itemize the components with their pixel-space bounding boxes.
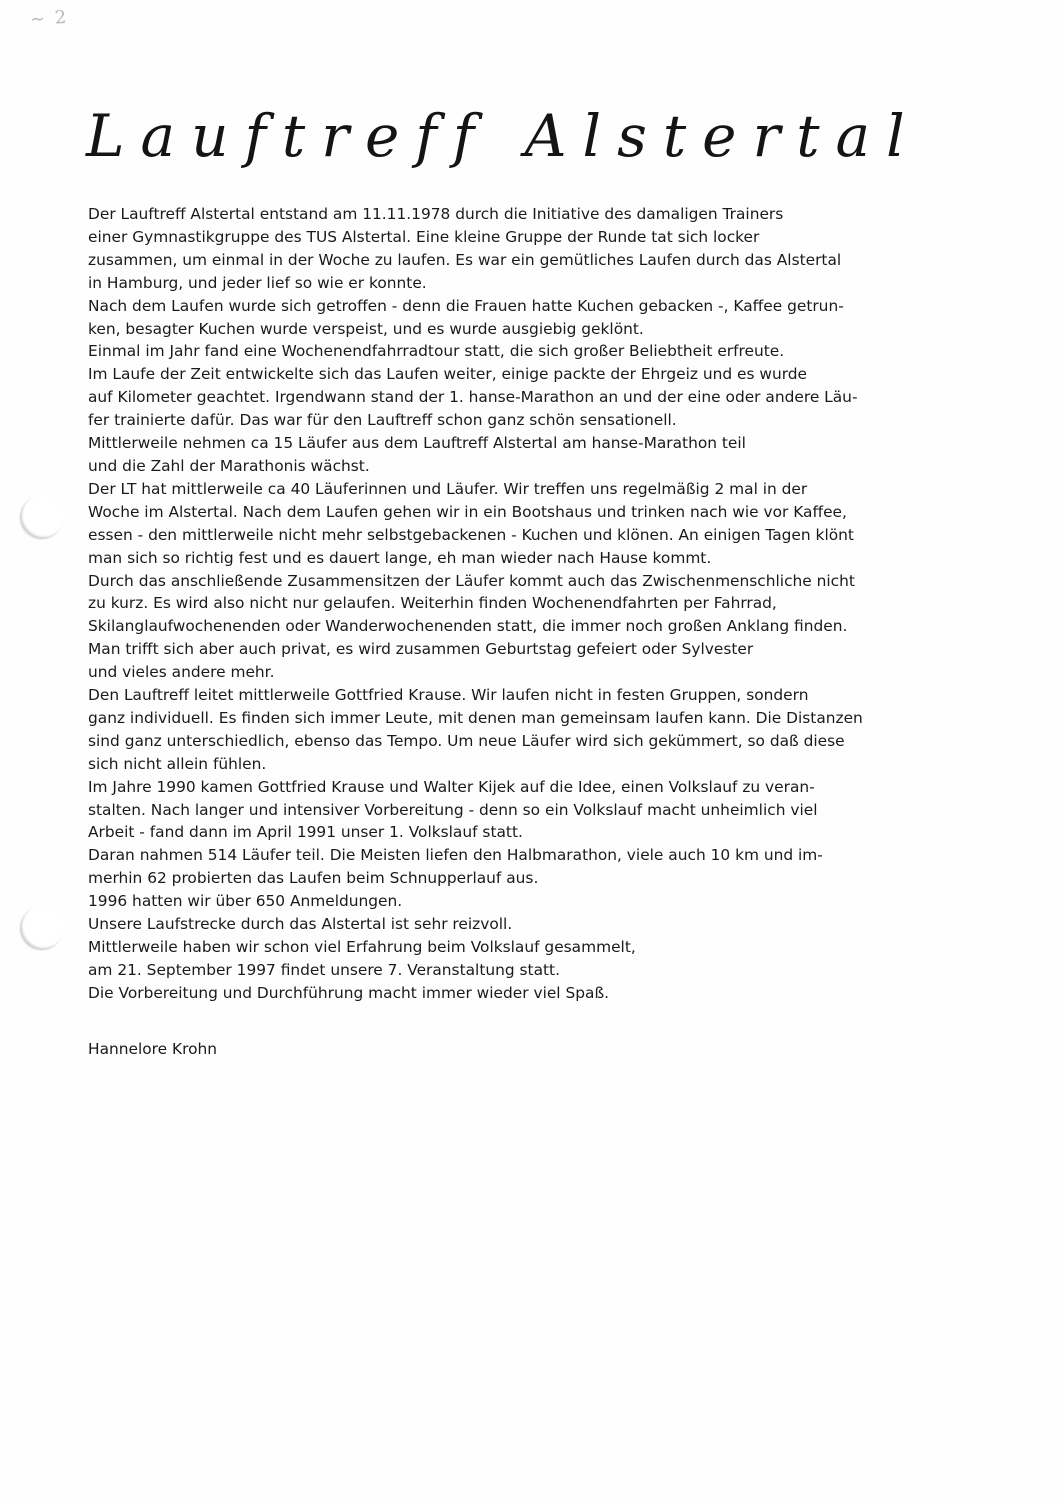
body-line: ken, besagter Kuchen wurde verspeist, und es wurde ausgiebig geklönt. — [88, 319, 644, 338]
body-line: auf Kilometer geachtet. Irgendwann stand der 1. hanse-Marathon an und der eine oder andere Läu- — [88, 388, 858, 407]
body-line: Skilanglaufwochenenden oder Wanderwochenenden statt, die immer noch großen Anklang finden. — [88, 617, 848, 636]
body-line: Woche im Alstertal. Nach dem Laufen gehen wir in ein Bootshaus und trinken nach wie vor Kaffee, — [88, 502, 847, 521]
document-body — [88, 203, 988, 1005]
body-line: zu kurz. Es wird also nicht nur gelaufen. Weiterhin finden Wochenendfahrten per Fahrrad, — [88, 594, 777, 613]
body-line: einer Gymnastikgruppe des TUS Alstertal. Eine kleine Gruppe der Runde tat sich locker — [88, 227, 760, 246]
body-line: Der Lauftreff Alstertal entstand am 11.11.1978 durch die Initiative des damaligen Trainers — [88, 205, 784, 223]
punch-hole-lower — [20, 906, 64, 950]
body-line: Mittlerweile haben wir schon viel Erfahrung beim Volkslauf gesammelt, — [88, 938, 636, 956]
body-line: Die Vorbereitung und Durchführung macht immer wieder viel Spaß. — [88, 983, 610, 1002]
document-title: Lauftreff Alstertal — [86, 102, 921, 170]
corner-page-mark: ~ 2 — [29, 6, 69, 31]
body-line: Im Laufe der Zeit entwickelte sich das Laufen weiter, einige packte der Ehrgeiz und es wurde — [88, 365, 808, 384]
author-signature: Hannelore Krohn — [88, 1040, 218, 1058]
body-line: stalten. Nach langer und intensiver Vorbereitung - denn so ein Volkslauf macht unheimlich viel — [88, 800, 818, 819]
body-line: Im Jahre 1990 kamen Gottfried Krause und Walter Kijek auf die Idee, einen Volkslauf zu veran- — [88, 777, 815, 796]
body-line: ganz individuell. Es finden sich immer Leute, mit denen man gemeinsam laufen kann. Die Distanzen — [88, 708, 863, 727]
body-line: Durch das anschließende Zusammensitzen der Läufer kommt auch das Zwischenmenschliche nicht — [88, 571, 855, 590]
body-line: Man trifft sich aber auch privat, es wird zusammen Geburtstag gefeiert oder Sylvester — [88, 640, 754, 659]
body-line: und die Zahl der Marathonis wächst. — [88, 456, 370, 475]
body-line: Mittlerweile nehmen ca 15 Läufer aus dem Lauftreff Alstertal am hanse-Marathon teil — [88, 434, 746, 453]
body-line: Einmal im Jahr fand eine Wochenendfahrradtour statt, die sich großer Beliebtheit erfreute. — [88, 342, 785, 361]
body-line: am 21. September 1997 findet unsere 7. Veranstaltung statt. — [88, 960, 560, 979]
body-line: in Hamburg, und jeder lief so wie er konnte. — [88, 273, 427, 292]
body-line: essen - den mittlerweile nicht mehr selbstgebackenen - Kuchen und klönen. An einigen Tagen klönt — [88, 525, 854, 544]
body-line: Nach dem Laufen wurde sich getroffen - denn die Frauen hatte Kuchen gebacken -, Kaffee getrun- — [88, 296, 844, 315]
body-line: Unsere Laufstrecke durch das Alstertal ist sehr reizvoll. — [88, 915, 513, 934]
body-line: Daran nahmen 514 Läufer teil. Die Meisten liefen den Halbmarathon, viele auch 10 km und im- — [88, 846, 823, 865]
body-line: Den Lauftreff leitet mittlerweile Gottfried Krause. Wir laufen nicht in festen Gruppen, sondern — [88, 686, 809, 705]
punch-hole-upper — [20, 495, 64, 539]
body-line: zusammen, um einmal in der Woche zu laufen. Es war ein gemütliches Laufen durch das Alstertal — [88, 250, 842, 269]
body-line: und vieles andere mehr. — [88, 663, 275, 682]
body-line: Der LT hat mittlerweile ca 40 Läuferinnen und Läufer. Wir treffen uns regelmäßig 2 mal in der — [88, 479, 808, 498]
body-line: 1996 hatten wir über 650 Anmeldungen. — [88, 892, 403, 911]
body-line: sich nicht allein fühlen. — [88, 754, 267, 773]
body-line: Arbeit - fand dann im April 1991 unser 1. Volkslauf statt. — [88, 823, 523, 842]
body-line: man sich so richtig fest und es dauert lange, eh man wieder nach Hause kommt. — [88, 548, 712, 567]
body-line: fer trainierte dafür. Das war für den Lauftreff schon ganz schön sensationell. — [88, 411, 677, 430]
body-line: sind ganz unterschiedlich, ebenso das Tempo. Um neue Läufer wird sich gekümmert, so daß diese — [88, 731, 845, 750]
body-line: merhin 62 probierten das Laufen beim Schnupperlauf aus. — [88, 869, 539, 888]
